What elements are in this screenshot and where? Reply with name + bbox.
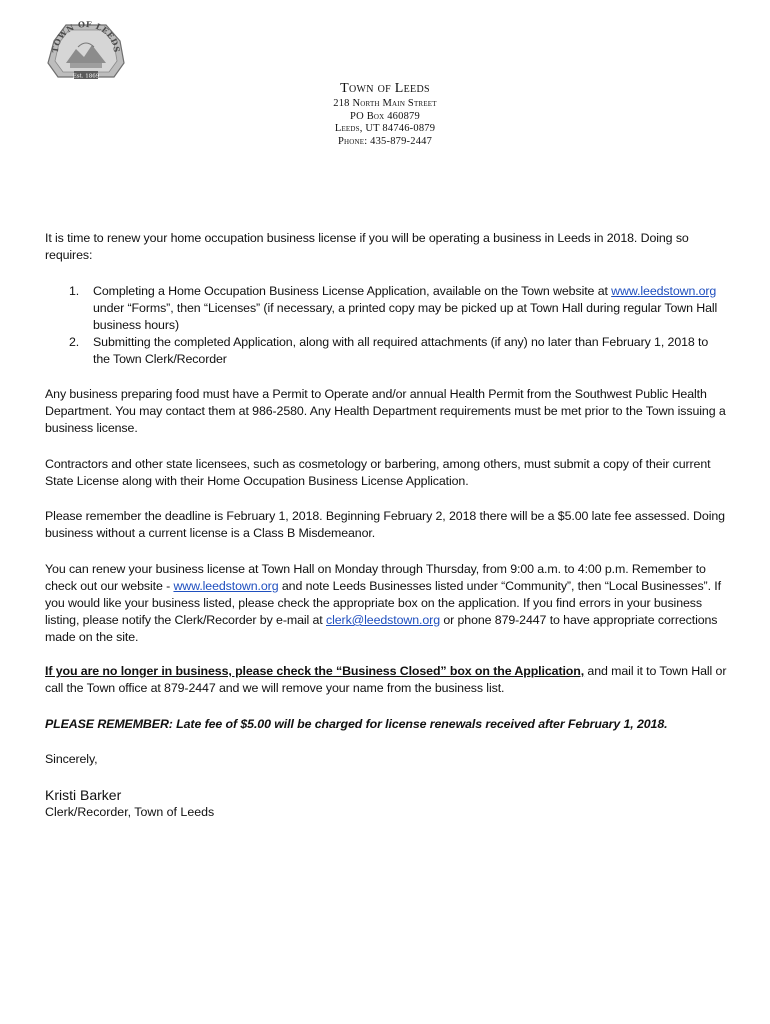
list-item-text: Submitting the completed Application, along with all required attachments (if any) no later than February 1, 2018 to the Town Clerk/Recorder [93, 335, 709, 366]
requirements-list [45, 283, 728, 368]
business-closed-text: and mail it to Town Hall or call the Town office at 879-2447 and we will remove your name from the business list. [45, 664, 727, 695]
signer-name: Kristi Barker [45, 787, 122, 803]
step-1-text-continued: under “Forms”, then “Licenses” (if necessary, a printed copy may be picked up at Town Hall during regular Town Hall business hours) [93, 301, 718, 332]
letterhead-po-box: PO Box 460879 [350, 110, 420, 122]
town-seal-logo [44, 19, 128, 83]
intro-paragraph: It is time to renew your home occupation business license if you will be operating a business in Leeds in 2018. Doing so requires: [45, 231, 689, 262]
website-link[interactable]: www.leedstown.org [611, 284, 717, 298]
list-item-text [93, 283, 728, 334]
contractors-paragraph: Contractors and other state licensees, such as cosmetology or barbering, among others, must submit a copy of their current State License along with their Home Occupation Business License Application. [45, 457, 711, 488]
letterhead-phone: Phone: 435-879-2447 [337, 135, 433, 147]
food-permit-paragraph: Any business preparing food must have a Permit to Operate and/or annual Health Permit from the Southwest Public Health Department. You may contact them at 986-2580. Any Health Department requirements must be met prior to the Town issuing a business license. [45, 387, 726, 435]
renew-text: You can renew your business license at Town Hall on Monday through Thursday, from 9:00 a.m. to 4:00 p.m. Remember to check out our website - [45, 562, 706, 593]
letterhead-city: Leeds, UT 84746-0879 [334, 123, 436, 134]
closing: Sincerely, [45, 752, 98, 766]
renew-paragraph [45, 561, 728, 646]
list-number: 2. [69, 335, 80, 349]
renew-text-end: or phone 879-2447 to have appropriate corrections made on the site. [45, 613, 718, 644]
business-closed-paragraph [45, 663, 728, 697]
email-link[interactable]: clerk@leedstown.org [326, 613, 440, 627]
letterhead-street: 218 North Main Street [333, 98, 437, 109]
seal-established: Est. 1869 [72, 73, 100, 80]
list-item [45, 283, 728, 334]
letterhead [0, 80, 770, 148]
business-closed-emphasis: If you are no longer in business, please check the “Business Closed” box on the Application, [45, 664, 585, 678]
letterhead-town: Town of Leeds [340, 81, 430, 96]
step-1-text: Completing a Home Occupation Business License Application, available on the Town website at [93, 284, 612, 298]
seal-ring-text: TOWN OF LEEDS [49, 19, 123, 54]
deadline-paragraph: Please remember the deadline is February 1, 2018. Beginning February 2, 2018 there will be a $5.00 late fee assessed. Doing business without a current license is a Class B Misdemeanor. [45, 509, 725, 540]
website-link[interactable]: www.leedstown.org [173, 579, 279, 593]
signer-title: Clerk/Recorder, Town of Leeds [45, 805, 215, 819]
list-item [45, 334, 728, 368]
late-fee-reminder: PLEASE REMEMBER: Late fee of $5.00 will be charged for license renewals received after February 1, 2018. [45, 717, 668, 731]
list-number: 1. [69, 284, 80, 298]
renew-text-continued: and note Leeds Businesses listed under “Community”, then “Local Businesses”. If you would like your business listed, please check the appropriate box on the application. If you find errors in your business listing, please notify the Clerk/Recorder by e-mail at [45, 579, 721, 627]
